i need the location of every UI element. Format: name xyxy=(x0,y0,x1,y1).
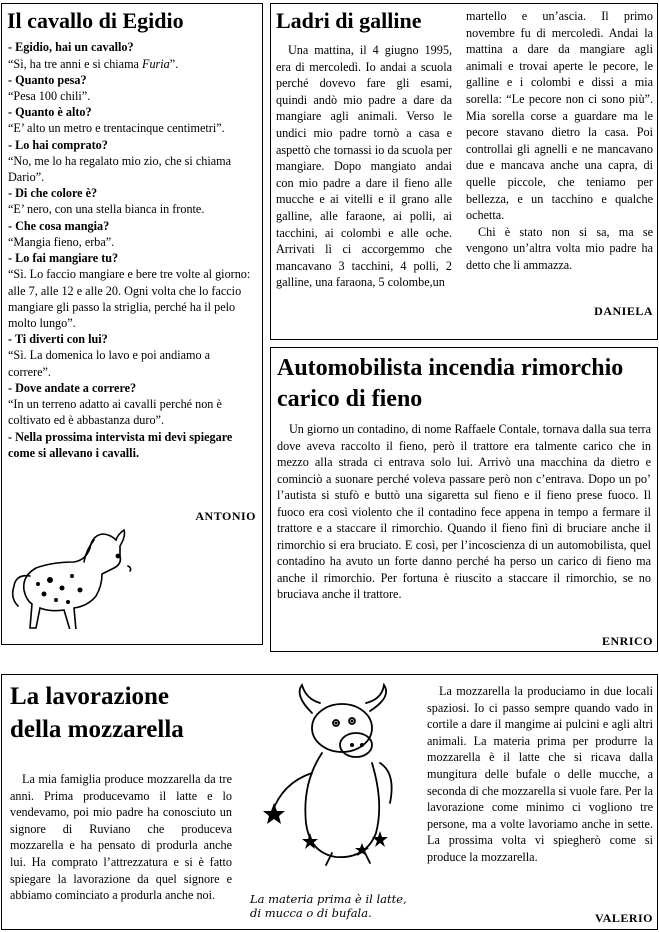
paragraph: La mozzarella la produciamo in due locali spaziosi. Io ci passo sempre quando vado in cortile a dare il mangime ai pulcini e agli altri animali. La materia prima per produrre la mozzarella è il latte che si ricava dalla mungitura delle bufale o delle mucche, a seconda di che mozzarella si vuole fare. Per la lavorazione come minimo ci vogliono tre persone, ma a volte lavoriamo anche in sette. La prossima volta vi spiegherò come si produce la mozzarella. xyxy=(427,684,653,864)
article-automobilista xyxy=(270,347,658,652)
interview-answer: “Mangia fieno, erba”. xyxy=(8,234,115,249)
interview-answer: “Pesa 100 chili”. xyxy=(8,88,91,103)
interview-answer: “Sì, ha tre anni e si chiama Furia”. xyxy=(8,56,179,71)
signature: ANTONIO xyxy=(195,509,256,523)
image-caption: La materia prima è il latte, di mucca o di bufala. xyxy=(250,892,407,920)
paragraph: martello e un’ascia. Il primo novembre fu di mercoledì. Andai la mattina a dare da mangiare agli animali e trovai aperte le pecore, le galline e i colombi e dissi a mia sorella: “Le pecore non ci sono più”. Mia sorella corse a guardare ma le pecore stavano dietro la casa. Poi controllai gli agnelli e ne mancavano due e mancava anche una capra, di quelle piccole, che teniamo per bellezza, e un tacchino e qualche ochetta. xyxy=(466,9,653,223)
article-column-1 xyxy=(276,42,452,291)
interview-answer: “Sì. La domenica lo lavo e poi andiamo a correre”. xyxy=(8,348,211,379)
article-ladri xyxy=(270,3,658,340)
interview-question: - Nella prossima intervista mi devi spiegare come si allevano i cavalli. xyxy=(8,429,233,460)
interview-question: - Quanto è alto? xyxy=(8,105,92,120)
article-cavallo xyxy=(1,3,263,645)
interview-question: - Ti diverti con lui? xyxy=(8,332,108,347)
interview-answer: “No, me lo ha regalato mio zio, che si chiama Dario”. xyxy=(8,153,232,185)
article-column-2 xyxy=(466,8,653,274)
interview-question: - Quanto pesa? xyxy=(8,72,87,87)
interview-question: - Dove andate a correre? xyxy=(8,380,137,395)
article-column-1 xyxy=(10,771,232,904)
interview-question: - Lo fai mangiare tu? xyxy=(8,251,119,266)
signature: VALERIO xyxy=(595,911,653,925)
interview-answer: “Sì. Lo faccio mangiare e bere tre volte al giorno: alle 7, alle 12 e alle 20. Ogni volta che lo faccio mangiare gli passo la striglia, perché ha il pelo molto lungo”. xyxy=(8,267,251,331)
article-title: Il cavallo di Egidio xyxy=(7,8,184,33)
article-title: Automobilista incendia rimorchio carico di fieno xyxy=(277,355,624,413)
article-column-2 xyxy=(427,683,653,866)
article-title xyxy=(10,681,184,746)
bull-cartoon-icon xyxy=(252,683,422,868)
horse-drawing-icon xyxy=(10,524,150,629)
article-body xyxy=(271,415,657,602)
interview xyxy=(2,35,262,461)
interview-question: - Egidio, hai un cavallo? xyxy=(8,40,134,55)
interview-answer: “E’ alto un metro e trentacinque centimetri”. xyxy=(8,121,225,136)
signature: DANIELA xyxy=(594,304,653,318)
signature: ENRICO xyxy=(601,634,653,648)
paragraph: Una mattina, il 4 giugno 1995, era di mercoledì. Io andai a scuola perché dovevo fare gli esami, quindi andò mio padre a dare da mangiare agli animali. Verso le undici mio padre tornò a casa e aspettò che tornassi io da scuola per mangiare. Dopo mangiato andai con mio padre a dare il fieno alle mucche e ai vitelli e il grano alle galline, alle faraone, ai polli, ai tacchini, ai colombi e alle oche. Arrivati lì ci accorgemmo che mancavano 3 tacchini, 4 polli, 2 galline, una faraona, 5 colombe,un xyxy=(276,43,452,290)
article-title: Ladri di galline xyxy=(276,8,422,33)
title-line: La lavorazione xyxy=(10,683,170,710)
interview-question: - Di che colore è? xyxy=(8,186,98,201)
paragraph: La mia famiglia produce mozzarella da tre anni. Prima producevamo il latte e lo vendevamo, poi mio padre ha conosciuto un signore di Ruviano che produceva mozzarella e ha pensato di produrla anche lui. Ha comprato l’attrezzatura e si è fatto spiegare la lavorazione da quel signore e abbiamo cominciato a produrla anche noi. xyxy=(10,772,232,903)
paragraph: Un giorno un contadino, di nome Raffaele Contale, tornava dalla sua terra dove aveva raccolto il fieno, però il trattore era talmente carico che in mezzo alla strada ci entrava solo lui. Arrivò una macchina da dietro e cominciò a suonare perché voleva passare però non c’entrava. Dopo un po’ l’autista si stufò e buttò una sigaretta sul fieno e il fieno prese fuoco. Il fuoco era così violento che il contadino fece appena in tempo a fermare il trattore e a staccare il rimorchio. Quando il fieno finì di bruciare anche il rimorchio si era bruciato. E così, per l’incoscienza di un automobilista, quel contadino ha avuto un forte danno perché ha perso un carico di fieno ma anche il rimorchio. Per fortuna è riuscito a staccare il rimorchio, se no bruciava anche il trattore. xyxy=(277,422,651,602)
interview-answer: “E’ nero, con una stella bianca in fronte. xyxy=(8,202,205,217)
article-mozzarella xyxy=(1,674,658,930)
paragraph: Chi è stato non si sa, ma se vengono un’altra volta mio padre ha detto che li ammazza. xyxy=(466,224,653,272)
interview-question: - Lo hai comprato? xyxy=(8,137,108,152)
title-line: della mozzarella xyxy=(10,715,184,743)
interview-answer: “In un terreno adatto ai cavalli perché non è coltivato ed è abbastanza duro”. xyxy=(8,397,222,428)
interview-question: - Che cosa mangia? xyxy=(8,218,110,233)
